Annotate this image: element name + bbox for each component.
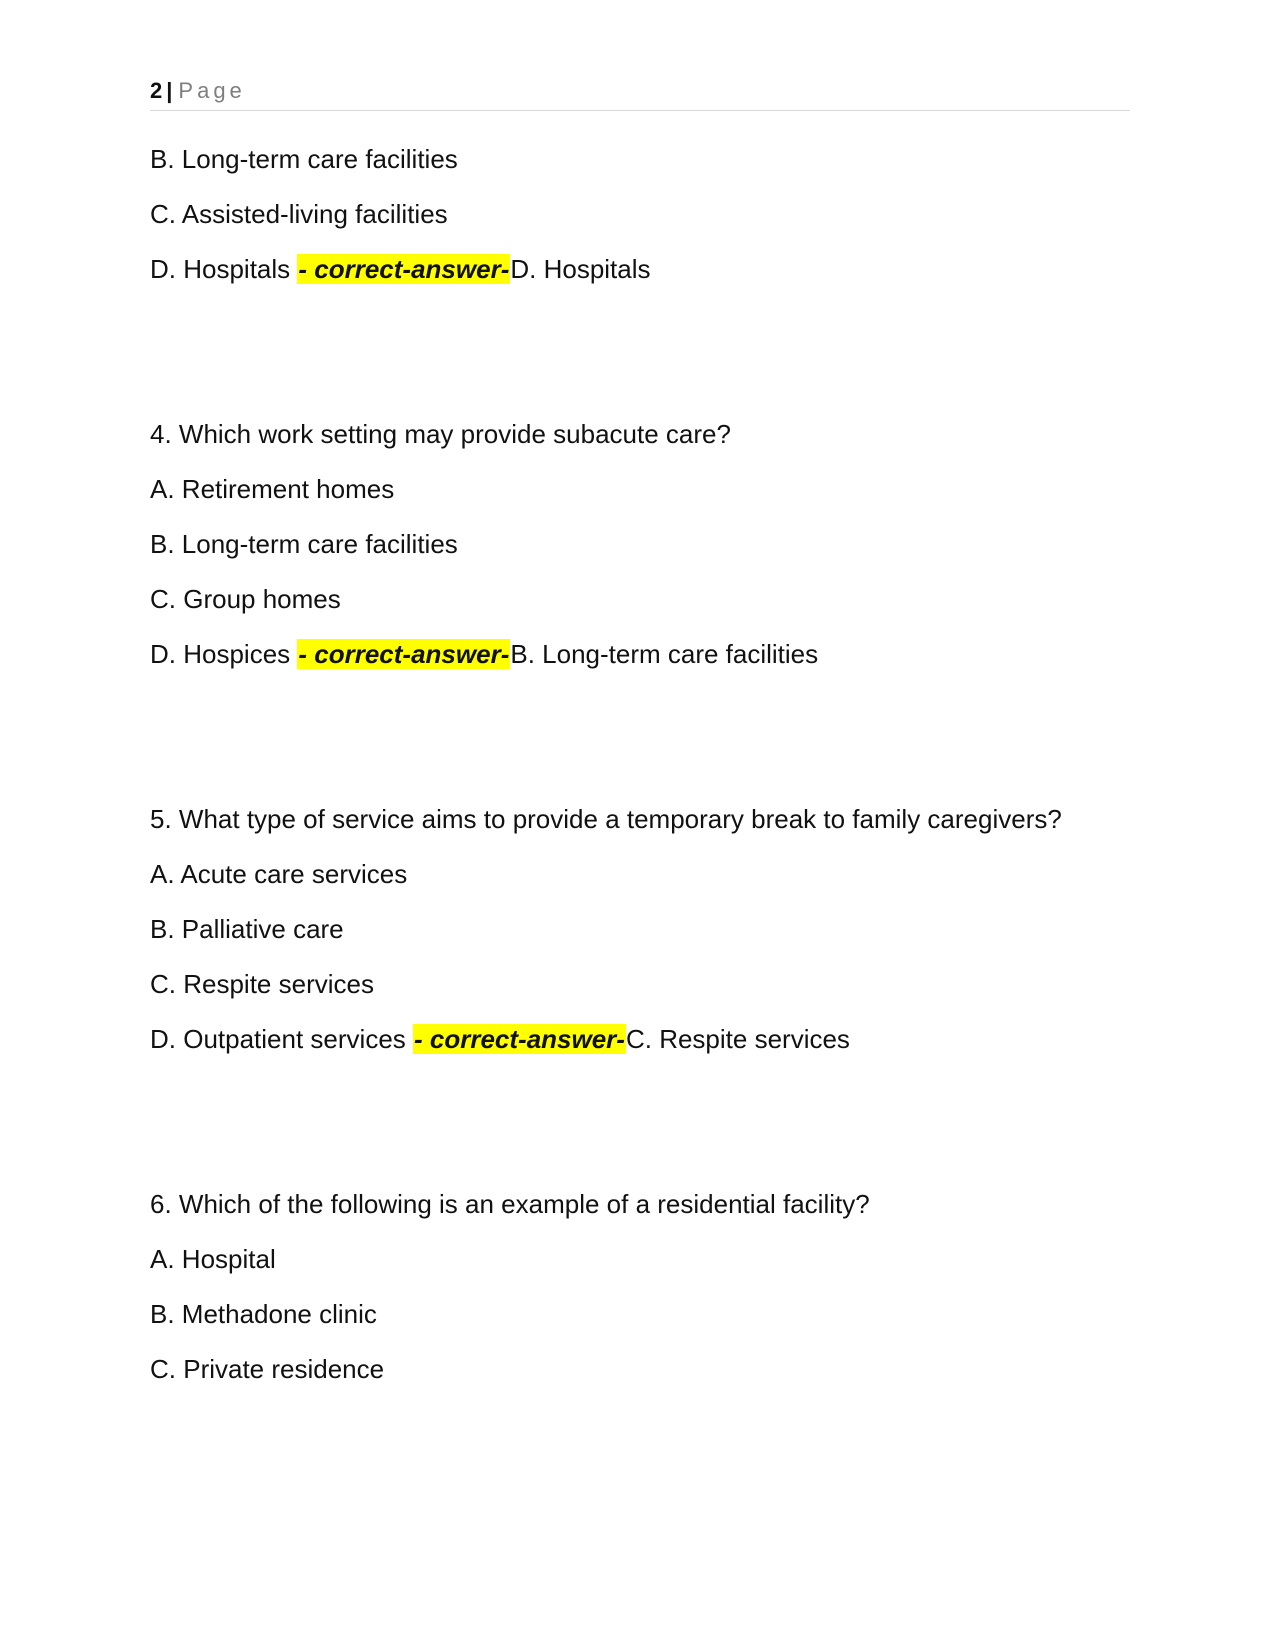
option-line: A. Retirement homes [150, 474, 395, 504]
page-number: 2 [150, 78, 163, 103]
page-label: Page [178, 78, 246, 103]
question-line: 5. What type of service aims to provide a temporary break to family caregivers? [150, 804, 1062, 834]
answer-line: D. Hospices - correct-answer-B. Long-term care facilities [150, 639, 819, 669]
option-line: C. Respite services [150, 969, 374, 999]
correct-answer-text: C. Respite services [625, 1024, 850, 1054]
correct-answer-marker: - correct-answer- [414, 1024, 625, 1054]
correct-answer-text: B. Long-term care facilities [510, 639, 819, 669]
option-line: C. Assisted-living facilities [150, 199, 448, 229]
page-header [150, 78, 1130, 111]
correct-answer-marker: - correct-answer- [298, 639, 510, 669]
page-separator: | [166, 78, 173, 103]
option-line: B. Long-term care facilities [150, 529, 458, 559]
correct-answer-marker: - correct-answer- [298, 254, 510, 284]
option-line: B. Long-term care facilities [150, 144, 458, 174]
option-line: B. Methadone clinic [150, 1299, 377, 1329]
answer-line: D. Hospitals - correct-answer-D. Hospitals [150, 254, 651, 284]
option-line: A. Hospital [150, 1244, 276, 1274]
option-line: A. Acute care services [150, 859, 408, 889]
question-line: 4. Which work setting may provide subacute care? [150, 419, 731, 449]
option-line: C. Group homes [150, 584, 341, 614]
question-line: 6. Which of the following is an example of a residential facility? [150, 1189, 870, 1219]
option-line: C. Private residence [150, 1354, 385, 1384]
option-line: B. Palliative care [150, 914, 344, 944]
answer-line: D. Outpatient services - correct-answer-C. Respite services [150, 1024, 850, 1054]
correct-answer-text: D. Hospitals [510, 254, 651, 284]
